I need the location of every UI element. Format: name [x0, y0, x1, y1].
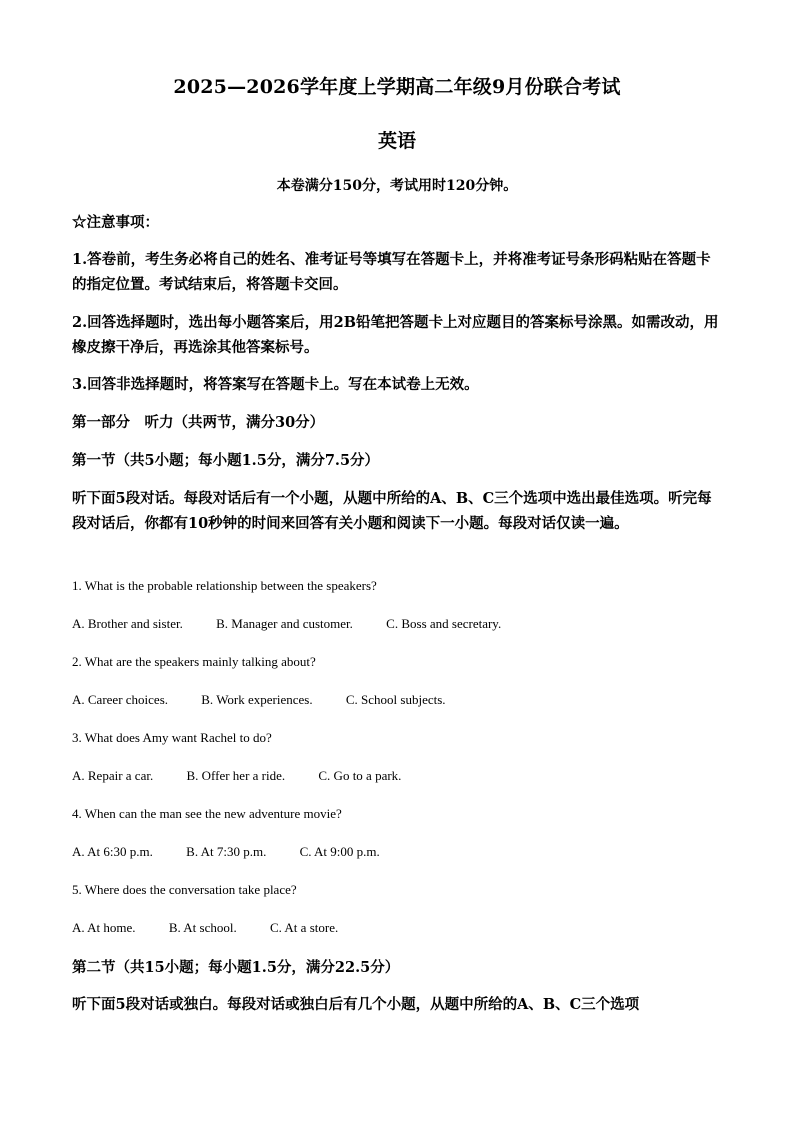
question-2-option-a: A. Career choices.	[72, 692, 169, 707]
question-5-stem: 5. Where does the conversation take place?	[72, 882, 297, 897]
question-1-option-b: B. Manager and customer.	[216, 616, 353, 631]
section1-instructions: 听下面5段对话。每段对话后有一个小题，从题中所给的A、B、C三个选项中选出最佳选项。听完每段对话后，你都有10秒钟的时间来回答有关小题和阅读下一小题。每段对话仅读一遍。	[72, 490, 712, 532]
question-4-options	[72, 843, 410, 861]
notice-item-1: 1.答卷前，考生务必将自己的姓名、准考证号等填写在答题卡上，并将准考证号条形码粘贴在答题卡的指定位置。考试结束后，将答题卡交回。	[72, 251, 711, 293]
question-5-option-a: A. At home.	[72, 920, 136, 935]
question-5-option-c: C. At a store.	[269, 920, 339, 935]
question-1-options	[72, 615, 531, 633]
section1-heading: 第一节（共5小题；每小题1.5分，满分7.5分）	[72, 452, 380, 469]
question-2-options	[72, 691, 476, 709]
question-3-option-b: B. Offer her a ride.	[186, 768, 286, 783]
question-1-stem: 1. What is the probable relationship between the speakers?	[72, 578, 377, 593]
question-3-stem: 3. What does Amy want Rachel to do?	[72, 730, 272, 745]
exam-subject: 英语	[377, 130, 416, 152]
part1-heading: 第一部分 听力（共两节，满分30分）	[72, 414, 325, 431]
question-4-option-b: B. At 7:30 p.m.	[186, 844, 267, 859]
question-4-option-a: A. At 6:30 p.m.	[72, 844, 153, 859]
question-3-option-a: A. Repair a car.	[72, 768, 154, 783]
question-3-options	[72, 767, 431, 785]
question-2-stem: 2. What are the speakers mainly talking about?	[72, 654, 316, 669]
question-4-stem: 4. When can the man see the new adventure movie?	[72, 806, 342, 821]
question-2-option-c: C. School subjects.	[345, 692, 446, 707]
question-3-option-c: C. Go to a park.	[318, 768, 402, 783]
notice-item-3: 3.回答非选择题时，将答案写在答题卡上。写在本试卷上无效。	[72, 376, 479, 393]
notice-heading: ☆注意事项：	[72, 214, 159, 231]
question-1-option-c: C. Boss and secretary.	[386, 616, 502, 631]
exam-info: 本卷满分150分，考试用时120分钟。	[276, 178, 518, 194]
question-2-option-b: B. Work experiences.	[201, 692, 313, 707]
question-5-option-b: B. At school.	[168, 920, 237, 935]
exam-title: 2025—2026学年度上学期高二年级9月份联合考试	[173, 76, 621, 98]
question-1-option-a: A. Brother and sister.	[72, 616, 183, 631]
section2-instructions: 听下面5段对话或独白。每段对话或独白后有几个小题，从题中所给的A、B、C三个选项	[72, 996, 640, 1013]
question-5-options	[72, 919, 368, 937]
question-4-option-c: C. At 9:00 p.m.	[299, 844, 380, 859]
section2-heading: 第二节（共15小题；每小题1.5分，满分22.5分）	[72, 959, 400, 976]
notice-item-2: 2.回答选择题时，选出每小题答案后，用2B铅笔把答题卡上对应题目的答案标号涂黑。如需改动，用橡皮擦干净后，再选涂其他答案标号。	[72, 314, 719, 356]
